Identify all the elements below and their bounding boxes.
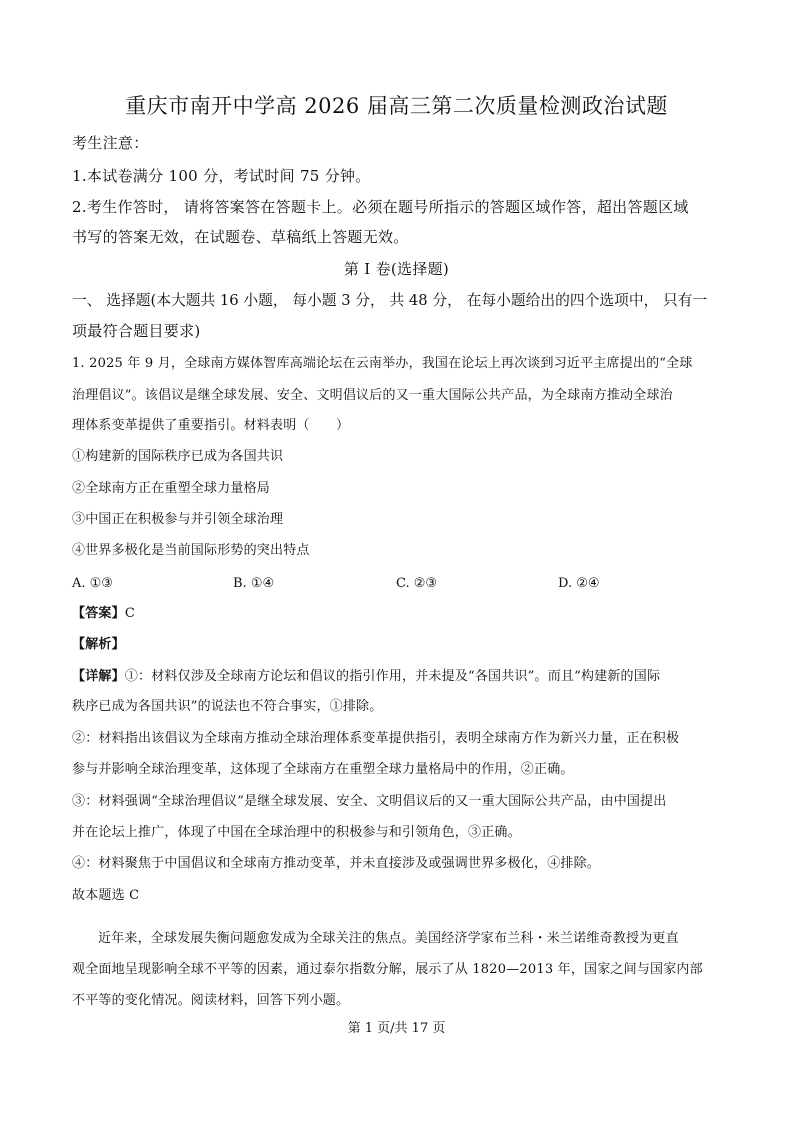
detail-3-line-2: 并在论坛上推广，体现了中国在全球治理中的积极参与和引领角色，③正确。 — [72, 825, 521, 840]
answer-line — [72, 607, 135, 620]
statement-3: ③中国正在积极参与并引领全球治理 — [72, 512, 284, 527]
option-b: B. ①④ — [233, 576, 275, 591]
statement-2: ②全球南方正在重塑全球力量格局 — [72, 481, 271, 496]
detail-2-line-2: 参与并影响全球治理变革，这体现了全球南方在重塑全球力量格局中的作用，②正确。 — [72, 762, 574, 777]
notice-item-2-line-2: 书写的答案无效，在试题卷、草稿纸上答题无效。 — [72, 228, 409, 246]
question-1-stem-line-2: 治理倡议”。该倡议是继全球发展、安全、文明倡议后的又一重大国际公共产品，为全球南方推动全球治 — [72, 388, 673, 403]
statement-4: ④世界多极化是当前国际形势的突出特点 — [72, 543, 310, 558]
detail-4-line-1: ④：材料聚焦于中国倡议和全球南方推动变革，并未直接涉及或强调世界多极化，④排除。 — [72, 856, 601, 871]
passage-line-3: 不平等的变化情况。阅读材料，回答下列小题。 — [72, 993, 350, 1008]
passage-line-1: 近年来，全球发展失衡问题愈发成为全球关注的焦点。美国经济学家布兰科・米兰诺维奇教授为更直 — [98, 931, 679, 946]
analysis-line — [72, 638, 125, 651]
question-1-stem-line-3: 理体系变革提供了重要指引。材料表明（ ） — [72, 418, 350, 433]
notice-heading: 考生注意： — [72, 134, 149, 152]
page-title: 重庆市南开中学高 2026 届高三第二次质量检测政治试题 — [125, 94, 668, 118]
detail-text-1: ①：材料仅涉及全球南方论坛和倡议的指引作用，并未提及“各国共识”。而且“构建新的国际 — [124, 669, 661, 684]
statement-1: ①构建新的国际秩序已成为各国共识 — [72, 449, 284, 464]
option-c: C. ②③ — [396, 576, 438, 591]
detail-3-line-1: ③：材料强调“全球治理倡议”是继全球发展、安全、文明倡议后的又一重大国际公共产品，由中国提出 — [72, 794, 667, 809]
question-1-stem-line-1: 1. 2025 年 9 月，全球南方媒体智库高端论坛在云南举办，我国在论坛上再次谈到习近平主席提出的“全球 — [72, 356, 693, 371]
notice-item-1: 1.本试卷满分 100 分，考试时间 75 分钟。 — [72, 167, 371, 185]
section-instruction-line-2: 项最符合题目要求) — [72, 322, 201, 340]
detail-tag: 【详解】 — [72, 669, 125, 684]
section-title: 第 I 卷(选择题) — [343, 260, 450, 278]
analysis-tag: 【解析】 — [72, 637, 125, 652]
page-footer: 第 1 页/共 17 页 — [347, 1021, 446, 1036]
notice-item-2-line-1: 2.考生作答时， 请将答案答在答题卡上。必须在题号所指示的答题区域作答，超出答题区域 — [72, 198, 689, 216]
answer-tag: 【答案】 — [72, 606, 125, 621]
section-instruction-line-1: 一、 选择题(本大题共 16 小题， 每小题 3 分， 共 48 分， 在每小题给出的四个选项中， 只有一 — [72, 292, 708, 309]
detail-2-line-1: ②：材料指出该倡议为全球南方推动全球治理体系变革提供指引，表明全球南方作为新兴力量，正在积极 — [72, 731, 680, 746]
detail-line-1 — [72, 670, 660, 683]
option-a: A. ①③ — [72, 576, 113, 591]
passage-line-2: 观全面地呈现影响全球不平等的因素，通过泰尔指数分解，展示了从 1820—2013 年，国家之间与国家内部 — [72, 962, 703, 977]
answer-value: C — [124, 606, 135, 621]
conclusion: 故本题选 C — [72, 888, 140, 903]
option-d: D. ②④ — [558, 576, 600, 591]
detail-line-2: 秩序已成为各国共识”的说法也不符合事实，①排除。 — [72, 699, 383, 714]
